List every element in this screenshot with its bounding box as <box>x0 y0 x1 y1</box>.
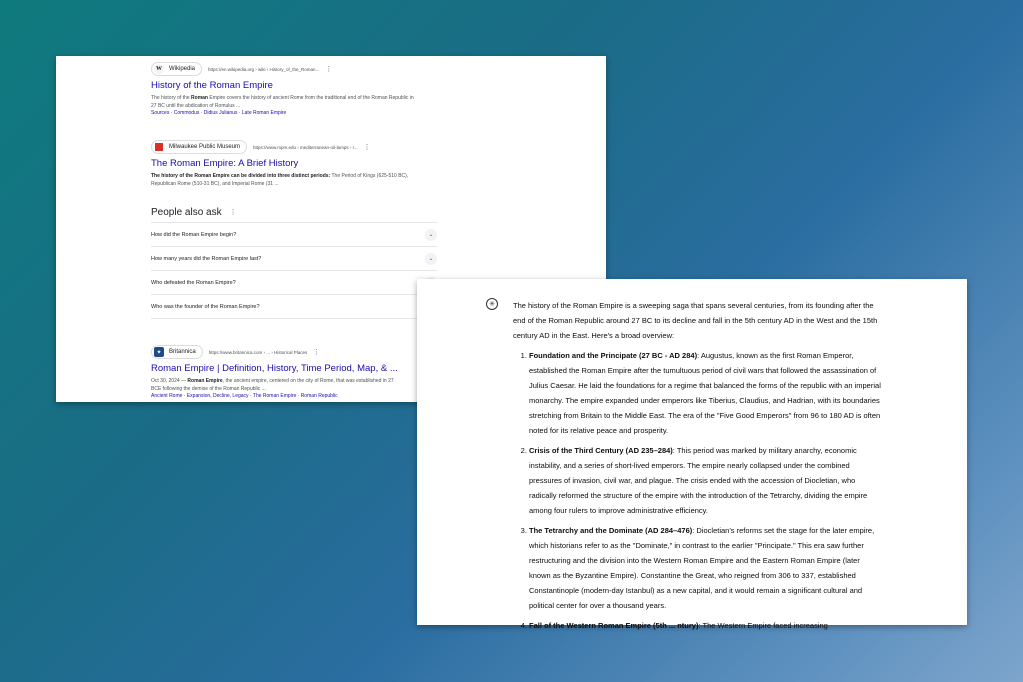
britannica-favicon-icon: ✦ <box>154 347 164 357</box>
people-also-ask-list <box>151 222 437 319</box>
more-options-icon[interactable]: ⋮ <box>363 143 371 151</box>
snippet-text: Oct 30, 2024 — <box>151 378 188 384</box>
chat-response-window <box>417 279 967 630</box>
paa-question-text: Who defeated the Roman Empire? <box>151 279 236 286</box>
list-item-heading: Crisis of the Third Century (AD 235–284) <box>529 446 673 455</box>
list-item-heading: Foundation and the Principate (27 BC - AD 284) <box>529 351 698 360</box>
list-item <box>529 618 883 633</box>
site-chip[interactable] <box>151 345 203 359</box>
search-result-wikipedia <box>151 62 421 116</box>
paa-question-text: How many years did the Roman Empire last? <box>151 255 262 262</box>
snippet-bold: The history of the Roman Empire can be divided into three distinct periods: <box>151 173 331 179</box>
result-sub-links[interactable]: Ancient Rome · Expansion, Decline, Legacy · The Roman Empire · Roman Republic <box>151 393 338 399</box>
site-chip[interactable] <box>151 140 247 154</box>
assistant-message <box>513 298 883 638</box>
message-intro: The history of the Roman Empire is a sweeping saga that spans several centuries, from its founding after the end of the Roman Republic around 27 BC to its decline and fall in the 5th century AD in the West and the 15th century AD in the East. Here's a broad overview: <box>513 301 878 340</box>
people-also-ask-heading <box>151 207 237 218</box>
result-source-row <box>151 345 421 359</box>
result-url[interactable]: https://www.mpm.edu › mediterranean-oil-lamps › r... <box>253 144 358 150</box>
list-item-heading: Fall of the Western Roman Empire (5th ... ntury) <box>529 621 699 630</box>
search-result-britannica <box>151 345 421 399</box>
result-sub-links[interactable]: Sources · Commodus · Didius Julianus · Late Roman Empire <box>151 110 287 116</box>
wikipedia-favicon-icon: W <box>156 66 162 72</box>
snippet-bold: Roman Empire <box>187 378 223 384</box>
result-snippet <box>151 94 419 110</box>
search-result-mpm <box>151 140 421 188</box>
result-snippet <box>151 377 401 393</box>
list-item-text: : Augustus, known as the first Roman Emperor, established the Roman Empire after the tumultuous period of civil wars that followed the assassination of Julius Caesar. He laid the foundations for a regime that balanced the forms of the republic with an imperial monarchy. The empire expanded under emperors like Tiberius, Claudius, and Hadrian, with its boundaries stretching from Britain to the Middle East. The era of the "Five Good Emperors" from 96 to 180 AD is often noted for its relative peace and prosperity. <box>529 351 881 435</box>
site-name: Britannica <box>169 349 196 355</box>
result-title-link[interactable]: The Roman Empire: A Brief History <box>151 158 299 169</box>
paa-question[interactable] <box>151 222 437 246</box>
snippet-text: Empire covers the history of ancient Rome from the traditional end of the Roman Republic in 27 BC until the abdication of Romulus ... <box>151 95 414 109</box>
list-item-text: : Diocletian's reforms set the stage for the later empire, which historians refer to as the "Dominate," in contrast to the earlier "Principate." This era saw further restructuring and the division into the Western Roman Empire and the Eastern Roman Empire (later known as the Byzantine Empire). Constantine the Great, who reigned from 306 to 337, established Constantinople (modern-day Istanbul) as a new capital, and it would remain a significant cultural and political center for over a thousand years. <box>529 526 875 610</box>
result-url[interactable]: https://www.britannica.com › ... › Historical Places <box>208 349 308 355</box>
result-title-link[interactable]: History of the Roman Empire <box>151 80 273 91</box>
paa-title-text: People also ask <box>151 207 222 218</box>
result-url[interactable]: https://en.wikipedia.org › wiki › History_of_the_Roman... <box>208 66 320 72</box>
list-item-heading: The Tetrarchy and the Dominate (AD 284–476) <box>529 526 693 535</box>
list-item <box>529 348 883 438</box>
result-source-row <box>151 62 421 76</box>
more-options-icon[interactable]: ⋮ <box>229 209 237 216</box>
mpm-favicon-icon <box>154 142 164 152</box>
site-name: Milwaukee Public Museum <box>169 144 241 150</box>
paa-question-text: How did the Roman Empire begin? <box>151 231 237 238</box>
paa-question-text: Who was the founder of the Roman Empire? <box>151 303 260 310</box>
snippet-text: The history of the <box>151 95 192 101</box>
chevron-down-icon[interactable]: ⌄ <box>425 253 437 265</box>
message-list <box>513 348 883 633</box>
result-snippet <box>151 172 419 188</box>
paa-question[interactable] <box>151 270 437 294</box>
site-name: Wikipedia <box>169 66 196 72</box>
list-item-text: : This period was marked by military anarchy, economic instability, and a series of short-lived emperors. The empire nearly collapsed under the combined pressures of invasion, civil war, and plague. The crisis ended with the accession of Diocletian, who radically reformed the structure of the empire with the introduction of the Tetrarchy, dividing the empire among four rulers to improve administrative efficiency. <box>529 446 868 515</box>
list-item <box>529 443 883 518</box>
chatgpt-logo-icon: ✳ <box>486 298 498 310</box>
result-source-row <box>151 140 421 154</box>
paa-question[interactable] <box>151 294 437 319</box>
snippet-text: , the ancient empire, centered on the city of Rome, that was established in 27 BCE following the demise of the Roman Republic ... <box>151 378 394 392</box>
snippet-text: The Period of Kings (625-510 BC), Republican Rome (510-31 BC), and Imperial Rome (31 ... <box>151 173 409 187</box>
chevron-down-icon[interactable]: ⌄ <box>425 229 437 241</box>
paa-question[interactable] <box>151 246 437 270</box>
more-options-icon[interactable]: ⋮ <box>325 65 333 73</box>
list-item-text: : The Western Empire faced increasing <box>698 621 828 630</box>
list-item <box>529 523 883 613</box>
snippet-bold: Roman <box>191 95 208 101</box>
more-options-icon[interactable]: ⋮ <box>313 348 321 356</box>
result-title-link[interactable]: Roman Empire | Definition, History, Time Period, Map, & ... <box>151 363 398 374</box>
site-chip[interactable] <box>151 62 202 76</box>
